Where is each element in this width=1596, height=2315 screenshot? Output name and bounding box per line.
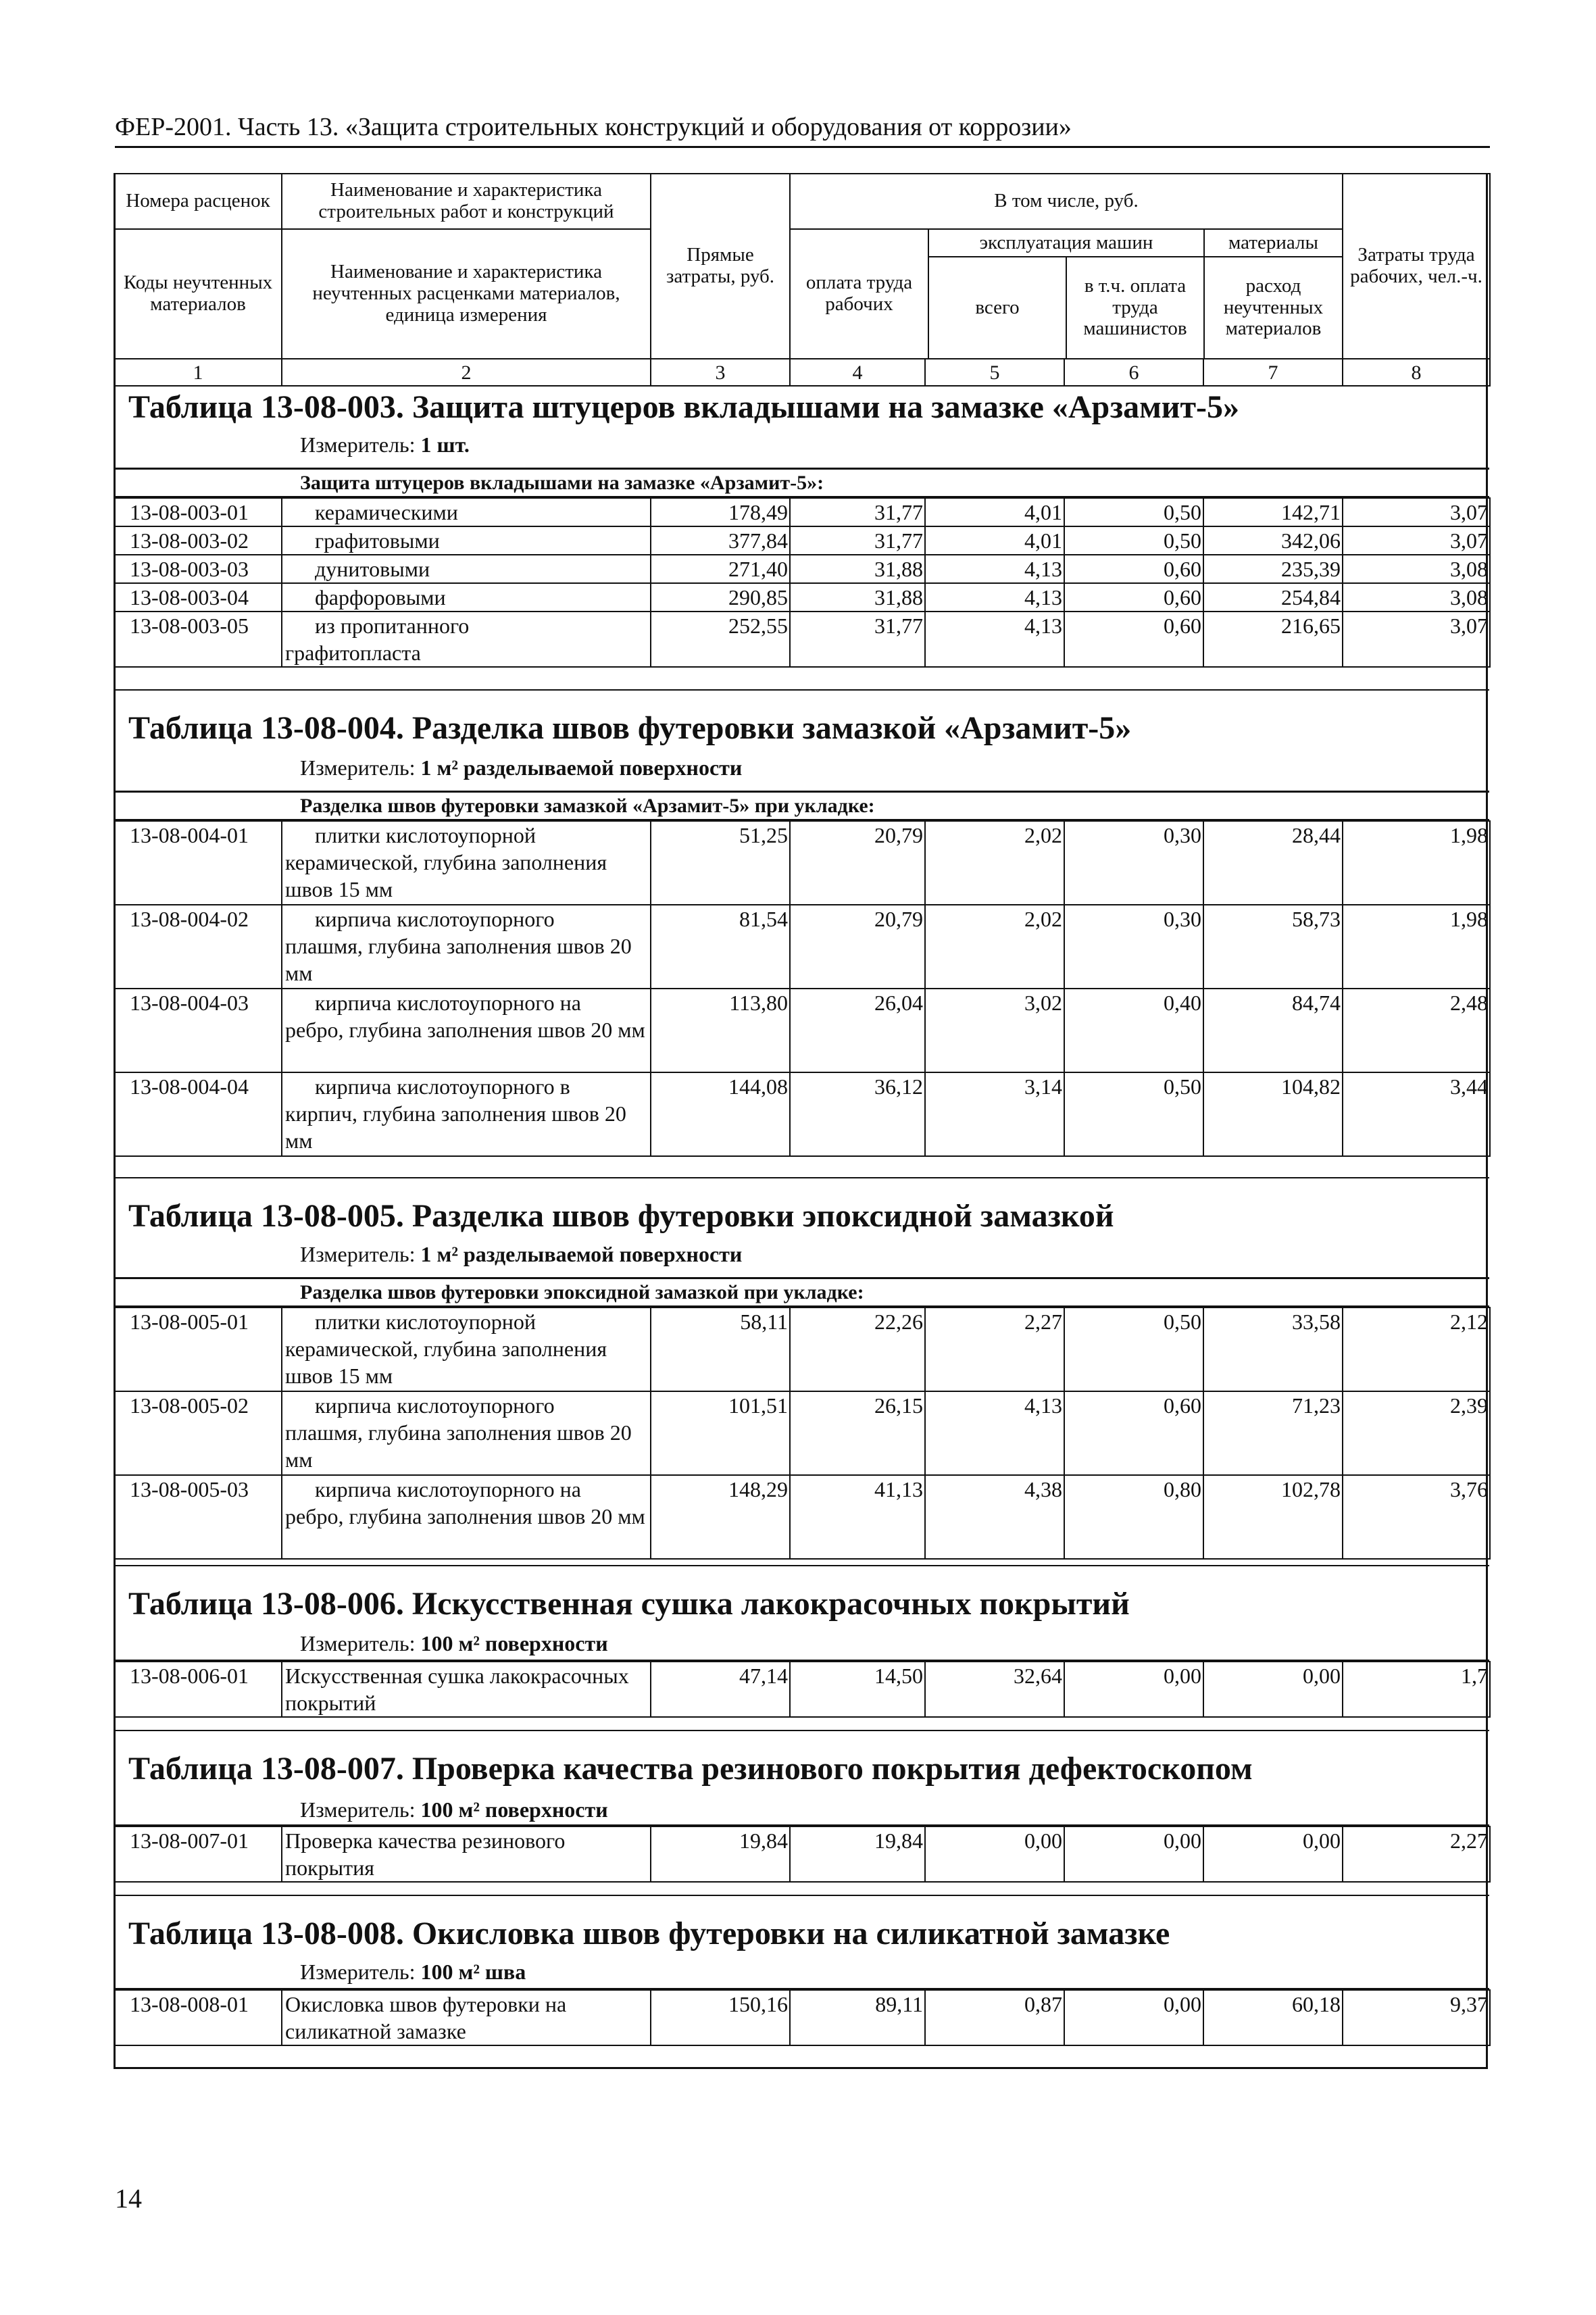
table-row xyxy=(114,612,1490,667)
description-continuation: ребро, глубина заполнения швов 20 мм xyxy=(285,1504,645,1528)
description-continuation: плашмя, глубина заполнения швов 20 мм xyxy=(285,934,632,985)
rates-table xyxy=(114,497,1491,668)
table-row xyxy=(114,905,1490,989)
wages-value: 22,26 xyxy=(790,1308,925,1391)
materials-cost-value: 216,65 xyxy=(1203,612,1343,667)
unit-label: Измеритель: xyxy=(300,755,416,780)
header-direct-costs: Прямые затраты, руб. xyxy=(651,174,790,359)
operators-wages-value: 0,50 xyxy=(1064,1072,1203,1156)
labor-hours-value: 3,07 xyxy=(1343,526,1490,555)
rates-table xyxy=(114,820,1491,1157)
machines-total-value: 4,13 xyxy=(925,1391,1064,1475)
section-divider xyxy=(114,1730,1489,1731)
description-first-line: кирпича кислотоупорного в xyxy=(315,1074,570,1099)
description-continuation: Окисловка швов футеровки на силикатной замазке xyxy=(285,1992,567,2043)
table-row xyxy=(114,555,1490,583)
col-number: 3 xyxy=(651,359,790,386)
description-continuation: кирпич, глубина заполнения швов 20 мм xyxy=(285,1101,626,1153)
description-first-line: керамическими xyxy=(315,500,458,524)
direct-costs-value: 144,08 xyxy=(651,1072,790,1156)
table-row xyxy=(114,526,1490,555)
group-heading: Разделка швов футеровки эпоксидной замазкой при укладке: xyxy=(114,1277,1489,1307)
unit-label: Измеритель: xyxy=(300,1960,416,1984)
work-description xyxy=(282,1308,651,1391)
rate-code: 13-08-003-02 xyxy=(114,526,282,555)
materials-cost-value: 254,84 xyxy=(1203,583,1343,612)
materials-cost-value: 28,44 xyxy=(1203,821,1343,905)
rate-code: 13-08-005-02 xyxy=(114,1391,282,1475)
unit-value: 100 м² шва xyxy=(420,1960,526,1984)
machines-total-value: 0,00 xyxy=(925,1826,1064,1882)
table-row xyxy=(114,1308,1490,1391)
col-number: 7 xyxy=(1203,359,1343,386)
unit-value: 1 м² разделываемой поверхности xyxy=(420,1242,743,1266)
rate-code: 13-08-003-03 xyxy=(114,555,282,583)
page-header: ФЕР-2001. Часть 13. «Защита строительных конструкций и оборудования от коррозии» xyxy=(115,112,1490,148)
labor-hours-value: 2,48 xyxy=(1343,989,1490,1072)
work-description xyxy=(282,1990,651,2045)
machines-total-value: 4,38 xyxy=(925,1475,1064,1559)
labor-hours-value: 3,07 xyxy=(1343,612,1490,667)
section-divider xyxy=(114,1177,1489,1178)
rate-code: 13-08-004-01 xyxy=(114,821,282,905)
wages-value: 31,88 xyxy=(790,583,925,612)
rate-code: 13-08-004-04 xyxy=(114,1072,282,1156)
description-continuation: графитопласта xyxy=(285,641,421,665)
operators-wages-value: 0,80 xyxy=(1064,1475,1203,1559)
rate-code: 13-08-003-01 xyxy=(114,498,282,526)
rates-table xyxy=(114,1989,1491,2046)
work-description xyxy=(282,989,651,1072)
work-description xyxy=(282,498,651,526)
wages-value: 31,77 xyxy=(790,526,925,555)
labor-hours-value: 3,07 xyxy=(1343,498,1490,526)
table-row xyxy=(114,1662,1490,1717)
work-description xyxy=(282,905,651,989)
wages-value: 41,13 xyxy=(790,1475,925,1559)
unit-of-measure xyxy=(300,1960,526,1985)
header-material-codes: Коды неучтенных материалов xyxy=(114,229,282,359)
table-title: Таблица 13-08-005. Разделка швов футеровки эпоксидной замазкой xyxy=(128,1198,1114,1234)
rate-code: 13-08-005-03 xyxy=(114,1475,282,1559)
header-materials-desc: Наименование и характеристика неучтенных расценками материалов, единица измерения xyxy=(282,229,651,359)
header-labor: Затраты труда рабочих, чел.-ч. xyxy=(1343,174,1490,359)
labor-hours-value: 2,39 xyxy=(1343,1391,1490,1475)
header-machines-total: всего xyxy=(928,257,1066,358)
machines-total-value: 3,02 xyxy=(925,989,1064,1072)
table-title: Таблица 13-08-007. Проверка качества резинового покрытия дефектоскопом xyxy=(128,1751,1253,1787)
section-divider xyxy=(114,1895,1489,1896)
group-heading: Разделка швов футеровки замазкой «Арзамит-5» при укладке: xyxy=(114,791,1489,820)
materials-cost-value: 58,73 xyxy=(1203,905,1343,989)
table-title: Таблица 13-08-008. Окисловка швов футеровки на силикатной замазке xyxy=(128,1916,1170,1951)
work-description xyxy=(282,1662,651,1717)
description-first-line: из пропитанного xyxy=(315,614,470,638)
materials-cost-value: 84,74 xyxy=(1203,989,1343,1072)
description-first-line: плитки кислотоупорной xyxy=(315,1310,537,1334)
col-number: 4 xyxy=(790,359,925,386)
table-row xyxy=(114,498,1490,526)
operators-wages-value: 0,50 xyxy=(1064,526,1203,555)
direct-costs-value: 150,16 xyxy=(651,1990,790,2045)
wages-value: 19,84 xyxy=(790,1826,925,1882)
unit-label: Измеритель: xyxy=(300,1242,416,1266)
header-including: В том числе, руб. xyxy=(790,174,1343,229)
unit-of-measure xyxy=(300,755,742,780)
description-first-line: фарфоровыми xyxy=(315,585,446,609)
operators-wages-value: 0,50 xyxy=(1064,498,1203,526)
labor-hours-value: 3,08 xyxy=(1343,555,1490,583)
labor-hours-value: 2,27 xyxy=(1343,1826,1490,1882)
materials-cost-value: 102,78 xyxy=(1203,1475,1343,1559)
work-description xyxy=(282,1072,651,1156)
table-row xyxy=(114,1826,1490,1882)
rate-code: 13-08-004-02 xyxy=(114,905,282,989)
col-number: 8 xyxy=(1343,359,1490,386)
unit-value: 100 м² поверхности xyxy=(420,1797,608,1822)
operators-wages-value: 0,30 xyxy=(1064,821,1203,905)
machines-total-value: 4,01 xyxy=(925,526,1064,555)
wages-value: 89,11 xyxy=(790,1990,925,2045)
rate-code: 13-08-007-01 xyxy=(114,1826,282,1882)
machines-total-value: 4,01 xyxy=(925,498,1064,526)
header-rates: Номера расценок xyxy=(114,174,282,229)
table-row xyxy=(114,1990,1490,2045)
wages-value: 14,50 xyxy=(790,1662,925,1717)
machines-total-value: 32,64 xyxy=(925,1662,1064,1717)
operators-wages-value: 0,50 xyxy=(1064,1308,1203,1391)
labor-hours-value: 1,98 xyxy=(1343,821,1490,905)
wages-value: 26,04 xyxy=(790,989,925,1072)
description-first-line: кирпича кислотоупорного xyxy=(315,1393,555,1418)
labor-hours-value: 1,98 xyxy=(1343,905,1490,989)
rate-code: 13-08-003-05 xyxy=(114,612,282,667)
header-materials: материалы xyxy=(1204,230,1342,257)
page-number: 14 xyxy=(115,2183,142,2214)
description-first-line: графитовыми xyxy=(315,528,440,553)
col-number: 5 xyxy=(925,359,1064,386)
work-description xyxy=(282,583,651,612)
direct-costs-value: 113,80 xyxy=(651,989,790,1072)
description-continuation: Проверка качества резинового покрытия xyxy=(285,1828,566,1880)
col-number: 1 xyxy=(114,359,282,386)
labor-hours-value: 3,08 xyxy=(1343,583,1490,612)
table-title: Таблица 13-08-003. Защита штуцеров вкладышами на замазке «Арзамит-5» xyxy=(128,389,1240,425)
table-row xyxy=(114,821,1490,905)
materials-cost-value: 0,00 xyxy=(1203,1662,1343,1717)
direct-costs-value: 148,29 xyxy=(651,1475,790,1559)
description-first-line: кирпича кислотоупорного xyxy=(315,907,555,931)
rates-table xyxy=(114,1307,1491,1560)
unit-label: Измеритель: xyxy=(300,1797,416,1822)
unit-value: 100 м² поверхности xyxy=(420,1631,608,1656)
machines-total-value: 4,13 xyxy=(925,555,1064,583)
table-row xyxy=(114,1072,1490,1156)
unit-of-measure xyxy=(300,1242,742,1267)
table-title: Таблица 13-08-004. Разделка швов футеровки замазкой «Арзамит-5» xyxy=(128,710,1132,746)
unit-value: 1 м² разделываемой поверхности xyxy=(420,755,743,780)
section-divider xyxy=(114,689,1489,691)
rate-code: 13-08-004-03 xyxy=(114,989,282,1072)
materials-cost-value: 342,06 xyxy=(1203,526,1343,555)
group-heading: Защита штуцеров вкладышами на замазке «Арзамит-5»: xyxy=(114,468,1489,497)
description-first-line: кирпича кислотоупорного на xyxy=(315,1477,581,1501)
labor-hours-value: 1,7 xyxy=(1343,1662,1490,1717)
unit-of-measure xyxy=(300,1631,608,1656)
direct-costs-value: 252,55 xyxy=(651,612,790,667)
materials-cost-value: 71,23 xyxy=(1203,1391,1343,1475)
description-continuation: ребро, глубина заполнения швов 20 мм xyxy=(285,1018,645,1042)
unit-label: Измеритель: xyxy=(300,1631,416,1656)
direct-costs-value: 377,84 xyxy=(651,526,790,555)
header-operators-wages: в т.ч. оплата труда машинистов xyxy=(1066,257,1204,358)
unit-of-measure xyxy=(300,1797,608,1822)
operators-wages-value: 0,00 xyxy=(1064,1990,1203,2045)
wages-value: 20,79 xyxy=(790,905,925,989)
operators-wages-value: 0,60 xyxy=(1064,555,1203,583)
work-description xyxy=(282,1826,651,1882)
materials-cost-value: 60,18 xyxy=(1203,1990,1343,2045)
direct-costs-value: 178,49 xyxy=(651,498,790,526)
description-continuation: керамической, глубина заполнения швов 15 мм xyxy=(285,1337,607,1388)
rate-code: 13-08-006-01 xyxy=(114,1662,282,1717)
description-first-line: дунитовыми xyxy=(315,557,430,581)
operators-wages-value: 0,60 xyxy=(1064,583,1203,612)
direct-costs-value: 19,84 xyxy=(651,1826,790,1882)
col-number: 2 xyxy=(282,359,651,386)
wages-value: 26,15 xyxy=(790,1391,925,1475)
rates-table xyxy=(114,1826,1491,1883)
table-row xyxy=(114,583,1490,612)
header-machines: эксплуатация машин xyxy=(928,230,1204,257)
operators-wages-value: 0,40 xyxy=(1064,989,1203,1072)
machines-total-value: 3,14 xyxy=(925,1072,1064,1156)
table-row xyxy=(114,1391,1490,1475)
direct-costs-value: 271,40 xyxy=(651,555,790,583)
description-first-line: плитки кислотоупорной xyxy=(315,823,537,847)
operators-wages-value: 0,60 xyxy=(1064,1391,1203,1475)
direct-costs-value: 101,51 xyxy=(651,1391,790,1475)
rates-table xyxy=(114,1661,1491,1718)
rate-code: 13-08-008-01 xyxy=(114,1990,282,2045)
description-first-line: кирпича кислотоупорного на xyxy=(315,991,581,1015)
table-row xyxy=(114,1475,1490,1559)
operators-wages-value: 0,00 xyxy=(1064,1662,1203,1717)
work-description xyxy=(282,555,651,583)
direct-costs-value: 81,54 xyxy=(651,905,790,989)
wages-value: 20,79 xyxy=(790,821,925,905)
labor-hours-value: 3,76 xyxy=(1343,1475,1490,1559)
wages-value: 36,12 xyxy=(790,1072,925,1156)
work-description xyxy=(282,821,651,905)
header-works: Наименование и характеристика строительных работ и конструкций xyxy=(282,174,651,229)
machines-total-value: 2,02 xyxy=(925,905,1064,989)
operators-wages-value: 0,60 xyxy=(1064,612,1203,667)
unit-label: Измеритель: xyxy=(300,432,416,457)
rate-code: 13-08-005-01 xyxy=(114,1308,282,1391)
materials-cost-value: 33,58 xyxy=(1203,1308,1343,1391)
table-title: Таблица 13-08-006. Искусственная сушка лакокрасочных покрытий xyxy=(128,1586,1130,1622)
column-header-table xyxy=(114,173,1491,387)
header-wages: оплата труда рабочих xyxy=(791,230,928,358)
materials-cost-value: 0,00 xyxy=(1203,1826,1343,1882)
subheader-table xyxy=(791,230,1342,358)
direct-costs-value: 58,11 xyxy=(651,1308,790,1391)
wages-value: 31,88 xyxy=(790,555,925,583)
work-description xyxy=(282,1475,651,1559)
labor-hours-value: 3,44 xyxy=(1343,1072,1490,1156)
direct-costs-value: 51,25 xyxy=(651,821,790,905)
description-continuation: керамической, глубина заполнения швов 15 мм xyxy=(285,850,607,901)
machines-total-value: 4,13 xyxy=(925,612,1064,667)
operators-wages-value: 0,00 xyxy=(1064,1826,1203,1882)
work-description xyxy=(282,612,651,667)
direct-costs-value: 47,14 xyxy=(651,1662,790,1717)
work-description xyxy=(282,1391,651,1475)
unit-of-measure xyxy=(300,432,470,457)
wages-value: 31,77 xyxy=(790,498,925,526)
machines-total-value: 2,02 xyxy=(925,821,1064,905)
machines-total-value: 0,87 xyxy=(925,1990,1064,2045)
work-description xyxy=(282,526,651,555)
unit-value: 1 шт. xyxy=(420,432,470,457)
description-continuation: плашмя, глубина заполнения швов 20 мм xyxy=(285,1420,632,1472)
operators-wages-value: 0,30 xyxy=(1064,905,1203,989)
col-number: 6 xyxy=(1064,359,1203,386)
machines-total-value: 4,13 xyxy=(925,583,1064,612)
section-divider xyxy=(114,1565,1489,1566)
machines-total-value: 2,27 xyxy=(925,1308,1064,1391)
labor-hours-value: 2,12 xyxy=(1343,1308,1490,1391)
rate-code: 13-08-003-04 xyxy=(114,583,282,612)
materials-cost-value: 142,71 xyxy=(1203,498,1343,526)
materials-cost-value: 104,82 xyxy=(1203,1072,1343,1156)
materials-cost-value: 235,39 xyxy=(1203,555,1343,583)
labor-hours-value: 9,37 xyxy=(1343,1990,1490,2045)
wages-value: 31,77 xyxy=(790,612,925,667)
table-row xyxy=(114,989,1490,1072)
direct-costs-value: 290,85 xyxy=(651,583,790,612)
description-continuation: Искусственная сушка лакокрасочных покрытий xyxy=(285,1664,629,1715)
header-unaccounted-materials: расход неучтенных материалов xyxy=(1223,274,1324,340)
